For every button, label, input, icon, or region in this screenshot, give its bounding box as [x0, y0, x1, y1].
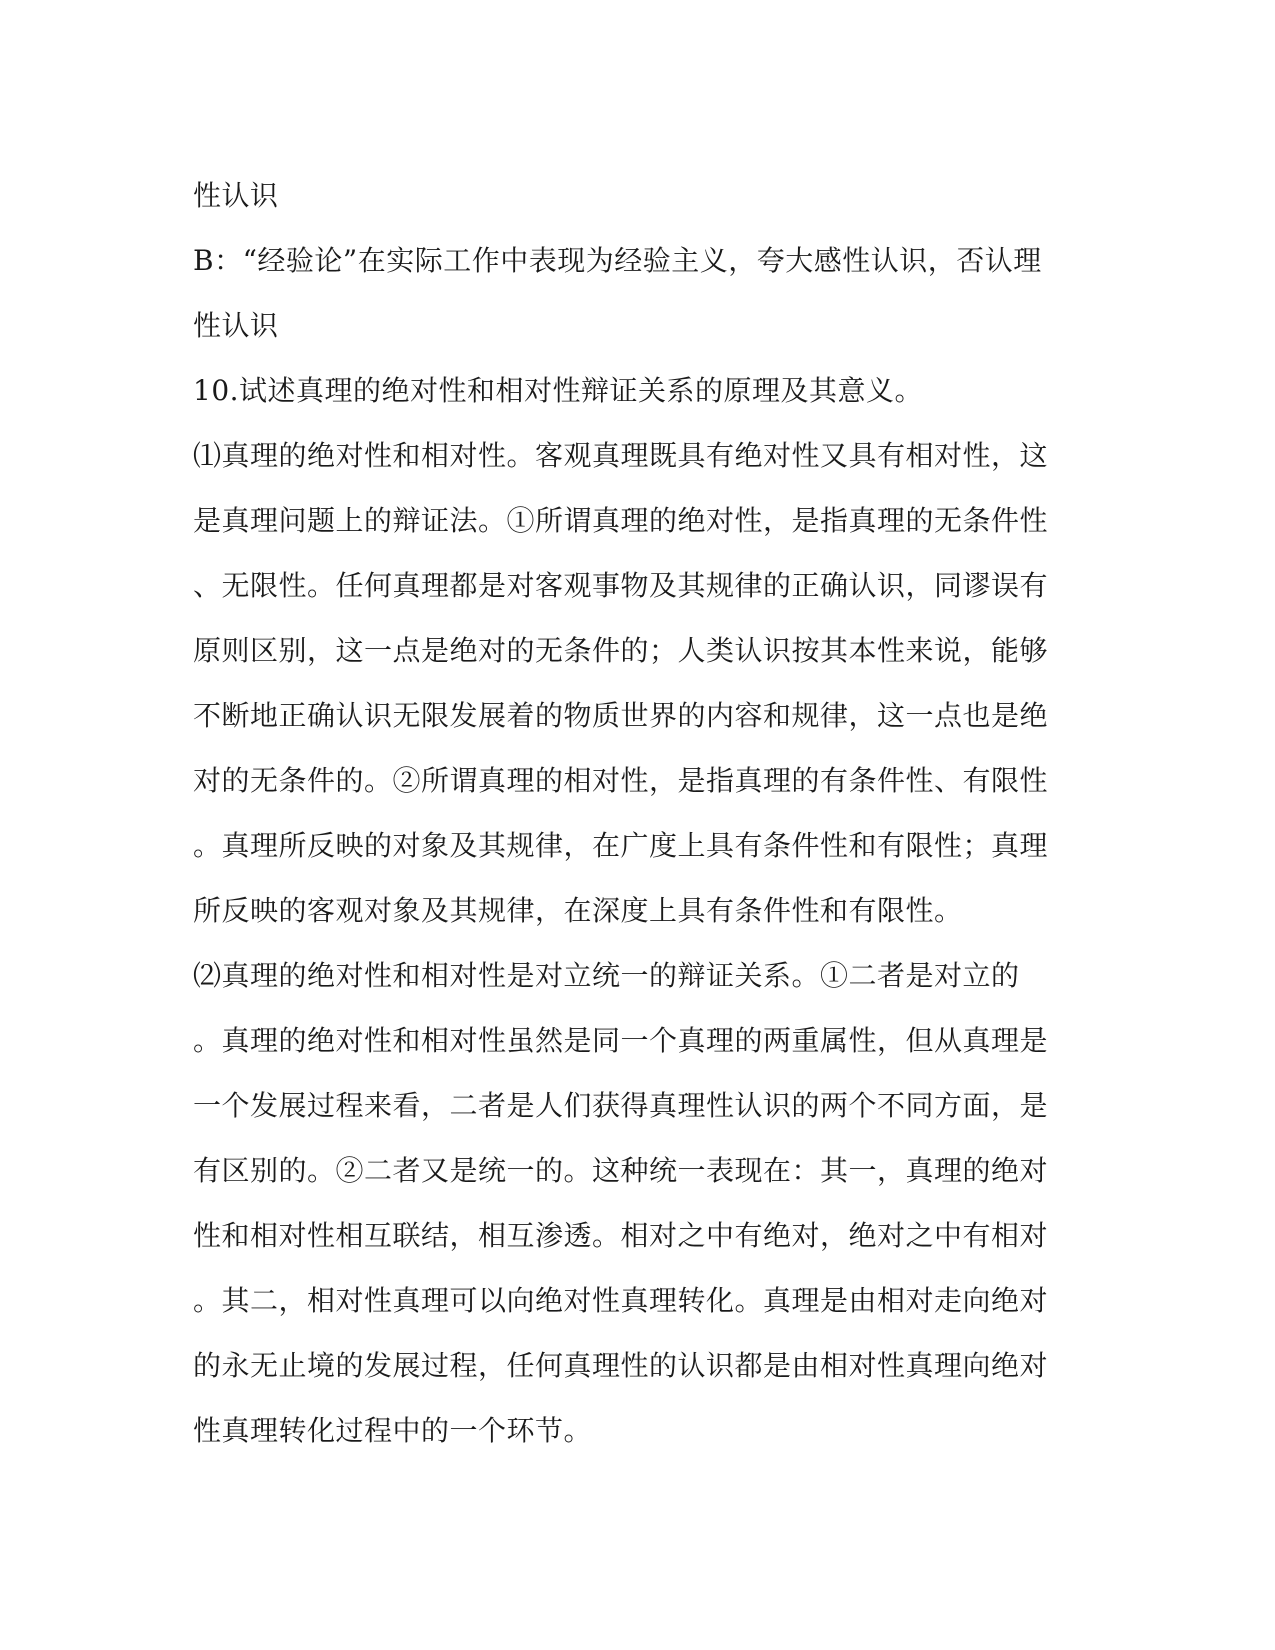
document-body [193, 163, 1093, 1463]
text-line: 性认识 [193, 179, 279, 212]
text-line: 的永无止境的发展过程，任何真理性的认识都是由相对性真理向绝对 [193, 1349, 1049, 1382]
text-line: 、无限性。任何真理都是对客观事物及其规律的正确认识，同谬误有 [193, 569, 1049, 602]
text-line: 性和相对性相互联结，相互渗透。相对之中有绝对，绝对之中有相对 [193, 1219, 1049, 1252]
text-line: 不断地正确认识无限发展着的物质世界的内容和规律，这一点也是绝 [193, 699, 1049, 732]
text-line: 是真理问题上的辩证法。①所谓真理的绝对性，是指真理的无条件性 [193, 504, 1049, 537]
text-line: ⑴真理的绝对性和相对性。客观真理既具有绝对性又具有相对性，这 [193, 439, 1049, 472]
text-line: 。其二，相对性真理可以向绝对性真理转化。真理是由相对走向绝对 [193, 1284, 1049, 1317]
text-line: B：“经验论”在实际工作中表现为经验主义，夸大感性认识，否认理 [193, 244, 1042, 277]
text-line: 性认识 [193, 309, 279, 342]
text-line: 原则区别，这一点是绝对的无条件的；人类认识按其本性来说，能够 [193, 634, 1049, 667]
text-line: 有区别的。②二者又是统一的。这种统一表现在：其一，真理的绝对 [193, 1154, 1049, 1187]
text-line: 所反映的客观对象及其规律，在深度上具有条件性和有限性。 [193, 894, 963, 927]
text-line: 一个发展过程来看，二者是人们获得真理性认识的两个不同方面，是 [193, 1089, 1049, 1122]
question-heading: 10.试述真理的绝对性和相对性辩证关系的原理及其意义。 [193, 374, 924, 407]
text-line: 。真理的绝对性和相对性虽然是同一个真理的两重属性，但从真理是 [193, 1024, 1049, 1057]
text-line: 性真理转化过程中的一个环节。 [193, 1414, 593, 1447]
text-line: 。真理所反映的对象及其规律，在广度上具有条件性和有限性；真理 [193, 829, 1049, 862]
text-line: ⑵真理的绝对性和相对性是对立统一的辩证关系。①二者是对立的 [193, 959, 1020, 992]
text-line: 对的无条件的。②所谓真理的相对性，是指真理的有条件性、有限性 [193, 764, 1049, 797]
